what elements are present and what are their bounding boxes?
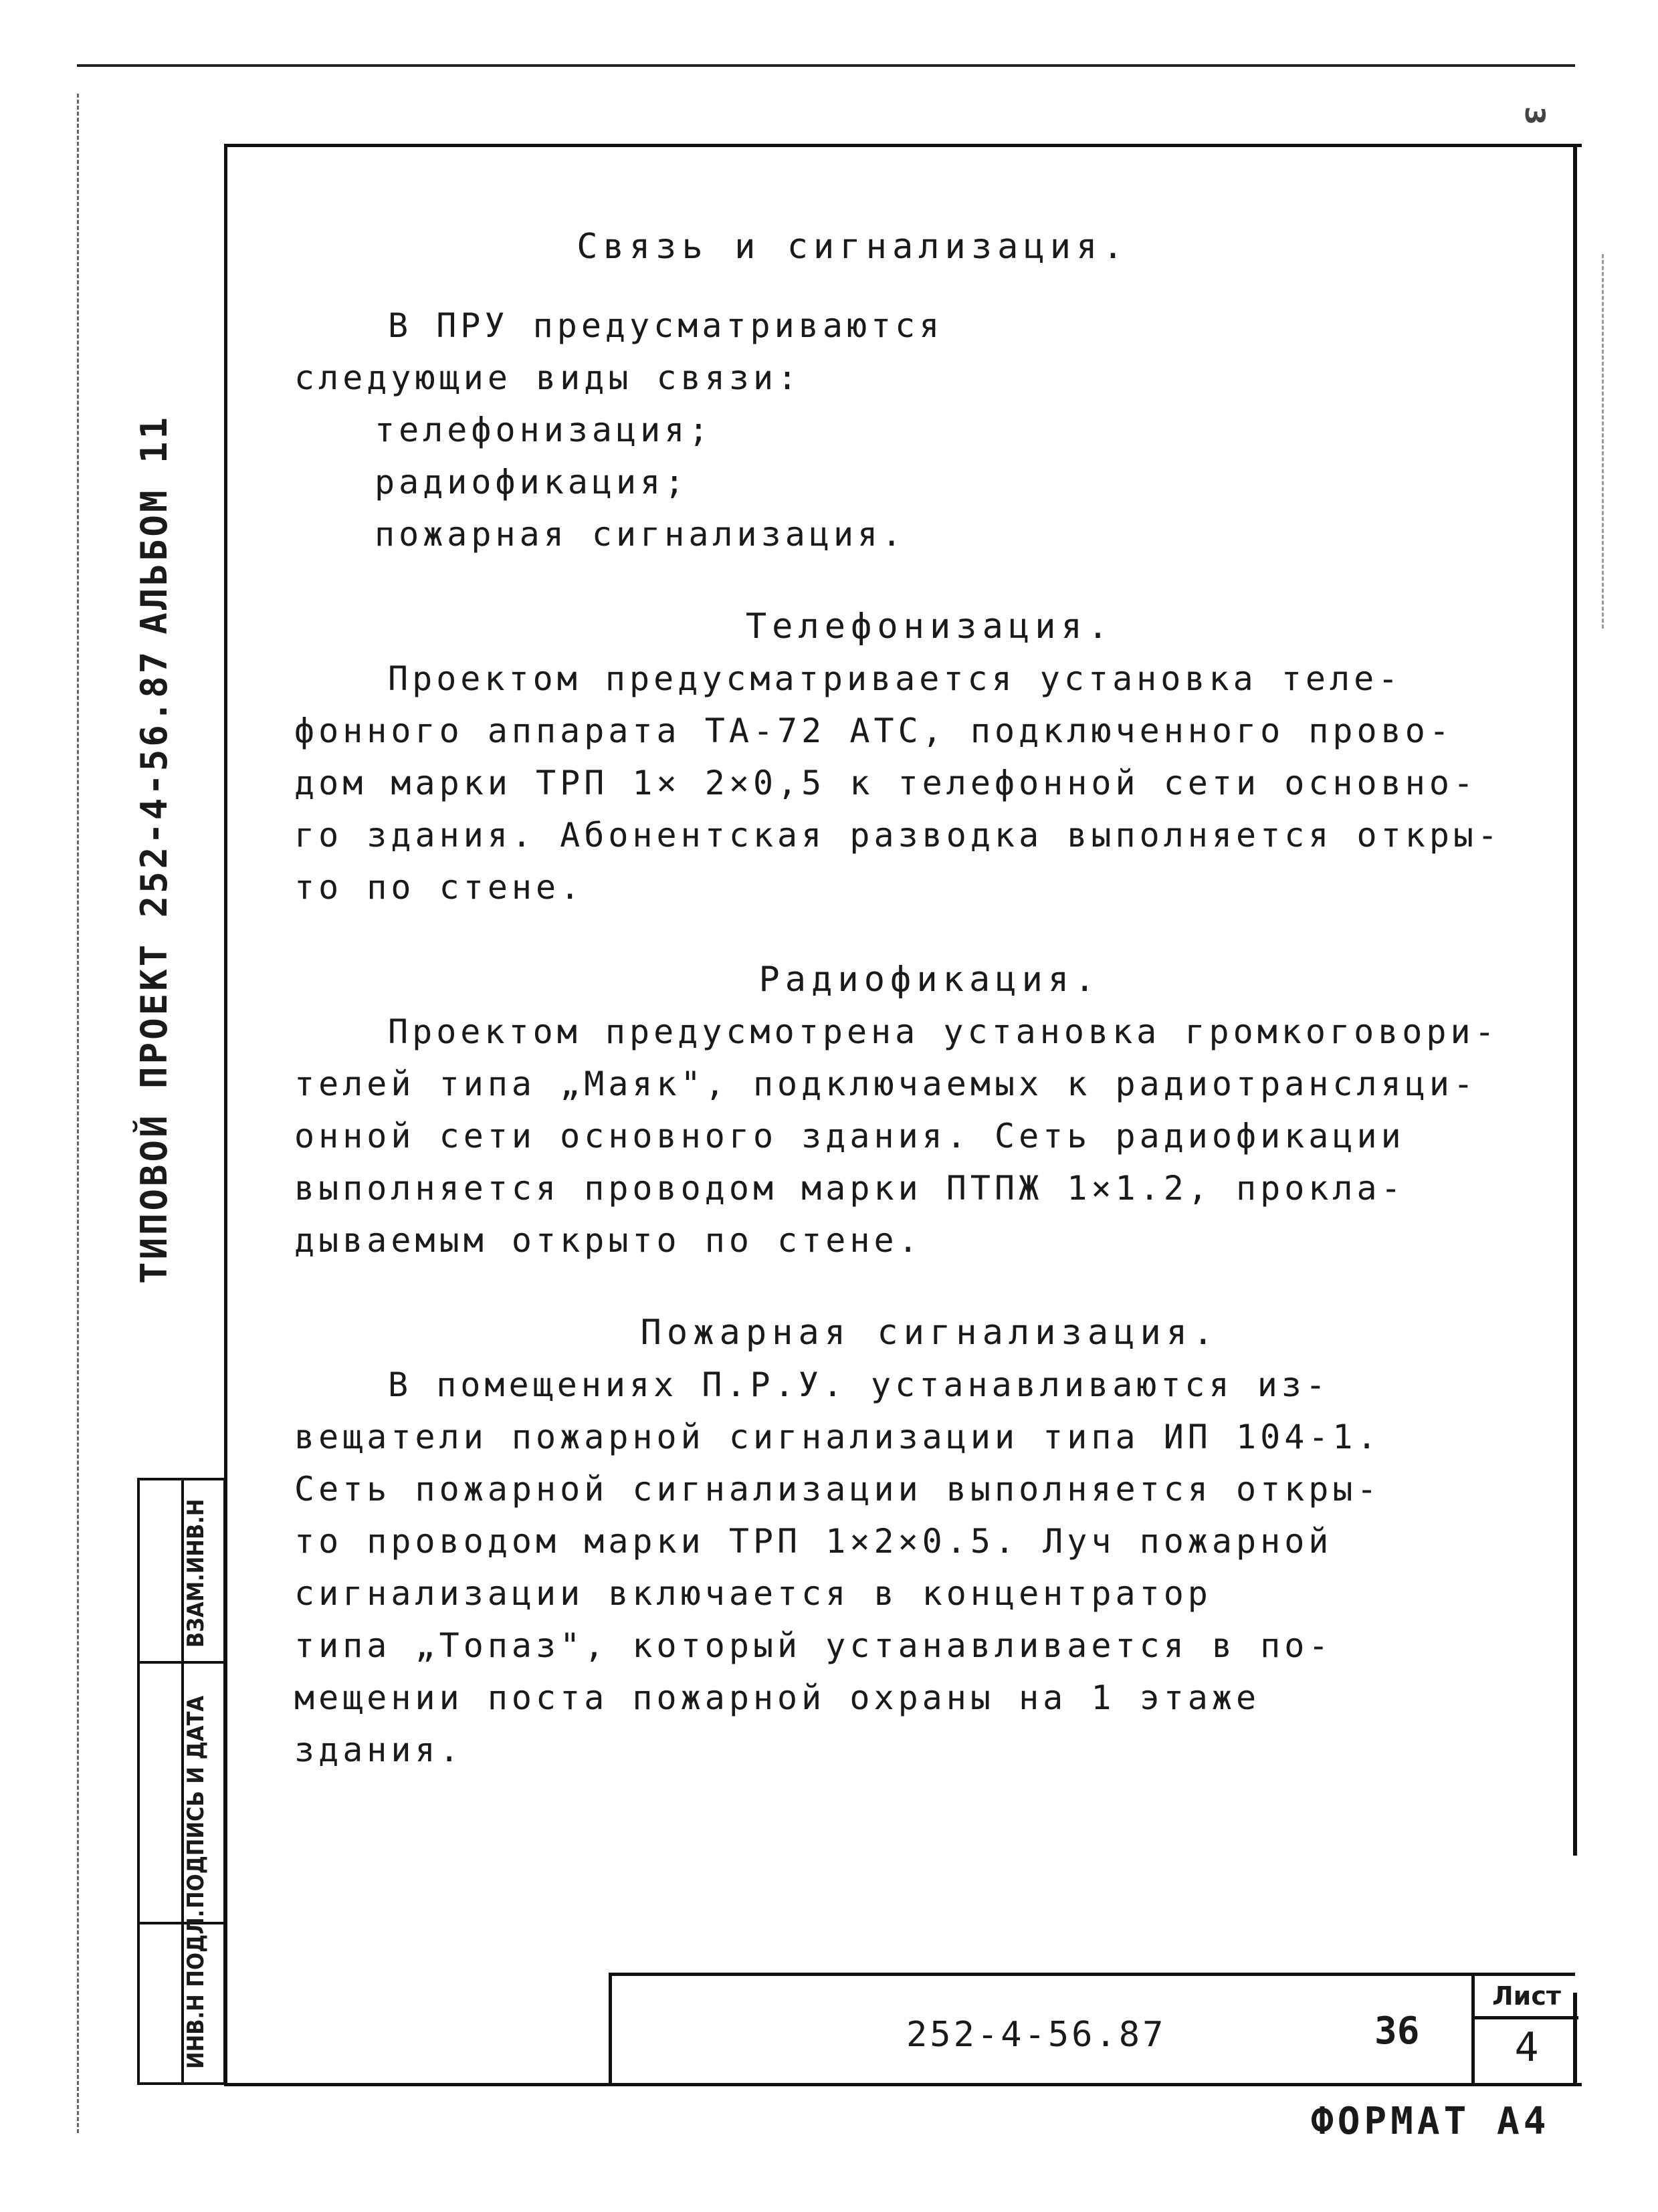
section-line: типа „Топаз", который устанавливается в по-: [294, 1626, 1333, 1665]
list-item: радиофикация;: [375, 463, 689, 502]
sheet-cell: [1471, 1976, 1578, 2083]
corner-mark: 3: [1518, 106, 1550, 125]
stamp-inv-podl: ИНВ.Н ПОДЛ.: [183, 1909, 209, 2069]
side-title: [117, 415, 191, 1284]
main-title: Связь и сигнализация.: [577, 227, 1129, 267]
side-title-album: АЛЬБОМ 11: [132, 415, 175, 635]
title-block: [609, 1973, 1575, 2083]
section-line: Проектом предусмотрена установка громкоговори-: [388, 1012, 1499, 1051]
intro-line: В ПРУ предусматриваются: [388, 306, 944, 345]
title-block-code: 252-4-56.87: [906, 2015, 1166, 2055]
section-line: здания.: [294, 1731, 463, 1769]
stamp-row-divider: [140, 1661, 223, 1664]
section-line: мещении поста пожарной охраны на 1 этаже: [294, 1678, 1261, 1717]
stamp-box: [137, 1478, 226, 2085]
right-cut-line: [1602, 254, 1604, 629]
sheet-label: Лист: [1475, 1976, 1578, 2019]
section-line: вещатели пожарной сигнализации типа ИП 104-1.: [294, 1418, 1381, 1456]
section-heading: Телефонизация.: [745, 606, 1114, 647]
stamp-vzam-inv: ВЗАМ.ИНВ.Н: [183, 1499, 209, 1648]
page-frame-right: [1573, 144, 1577, 1856]
left-cut-line: [77, 94, 79, 2133]
section-line: Сеть пожарной сигнализации выполняется откры-: [294, 1470, 1381, 1509]
list-item: пожарная сигнализация.: [375, 515, 906, 554]
section-line: го здания. Абонентская разводка выполняется откры-: [294, 816, 1502, 855]
section-line: телей типа „Маяк", подключаемых к радиотрансляци-: [294, 1065, 1478, 1103]
section-line: дываемым открыто по стене.: [294, 1221, 922, 1260]
stamp-row-divider: [140, 1922, 223, 1924]
sheet-number: 4: [1514, 2024, 1539, 2071]
section-heading: Пожарная сигнализация.: [640, 1313, 1219, 1353]
stamp-podpis-data: ПОДПИСЬ И ДАТА: [183, 1695, 209, 1908]
document-body: [294, 221, 1565, 1776]
section-line: фонного аппарата ТА-72 АТС, подключенного прово-: [294, 711, 1453, 750]
section-line: сигнализации включается в концентратор: [294, 1574, 1212, 1613]
section-line: то проводом марки ТРП 1×2×0.5. Луч пожарной: [294, 1522, 1333, 1561]
top-border-line: [77, 64, 1575, 67]
section-line: выполняется проводом марки ПТПЖ 1×1.2, прокла-: [294, 1169, 1405, 1208]
intro-line: следующие виды связи:: [294, 358, 802, 397]
section-line: онной сети основного здания. Сеть радиофикации: [294, 1117, 1405, 1155]
side-title-project: ТИПОВОЙ ПРОЕКТ 252-4-56.87: [132, 649, 175, 1284]
section-line: дом марки ТРП 1× 2×0,5 к телефонной сети основно-: [294, 764, 1478, 802]
section-line: В помещениях П.Р.У. устанавливаются из-: [388, 1365, 1330, 1404]
list-item: телефонизация;: [375, 411, 713, 449]
section-line: Проектом предусматривается установка теле-: [388, 659, 1403, 698]
section-line: то по стене.: [294, 868, 585, 907]
title-block-number: 36: [1374, 2009, 1420, 2053]
format-label: ФОРМАТ А4: [1311, 2100, 1550, 2143]
section-heading: Радиофикация.: [758, 960, 1101, 1000]
